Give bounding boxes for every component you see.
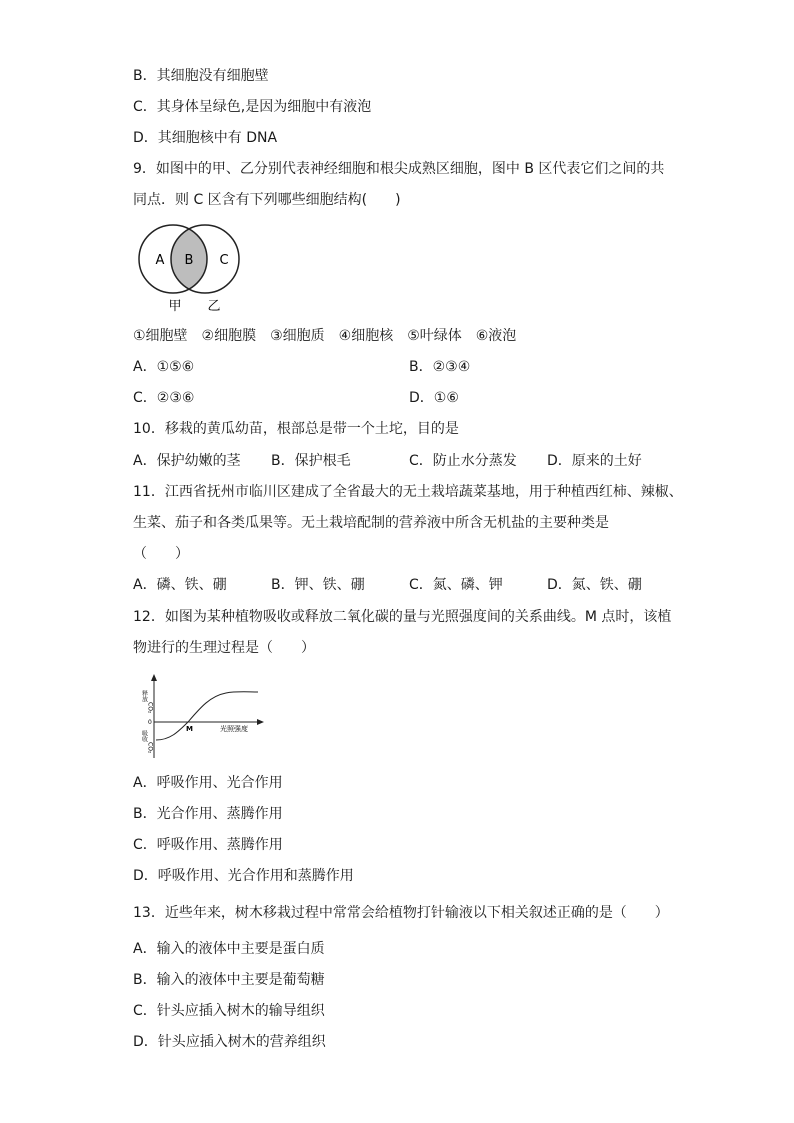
q13-option-d: D．针头应插入树木的营养组织 (133, 1034, 326, 1050)
q11-option-a: A．磷、铁、硼 (133, 577, 227, 593)
q9-option-a: A．①⑤⑥ (133, 359, 195, 375)
venn-label-left-set: 甲 (168, 299, 182, 314)
q11-option-c: C．氮、磷、钾 (409, 577, 503, 593)
q11-stem-line1: 11．江西省抚州市临川区建成了全省最大的无土栽培蔬菜基地，用于种植西红柿、辣椒、 (133, 484, 683, 500)
venn-label-a: A (155, 253, 165, 268)
graph-y-top-label: 释放 (140, 690, 148, 702)
q10-option-b: B．保护根毛 (271, 453, 351, 469)
q9-items: ①细胞壁 ②细胞膜 ③细胞质 ④细胞核 ⑤叶绿体 ⑥液泡 (133, 328, 517, 344)
q8-option-d: D．其细胞核中有 DNA (133, 130, 278, 146)
graph-zero-label: 0 (148, 719, 152, 726)
q12-stem-line2: 物进行的生理过程是（ ） (133, 640, 315, 656)
q13-stem: 13．近些年来，树木移栽过程中常常会给植物打针输液以下相关叙述正确的是（ ） (133, 905, 669, 921)
graph-y-arrow (151, 674, 157, 681)
q10-option-c: C．防止水分蒸发 (409, 453, 517, 469)
q11-option-b: B．钾、铁、硼 (271, 577, 365, 593)
q11-option-d: D．氮、铁、硼 (547, 577, 642, 593)
q10-option-d: D．原来的土好 (547, 453, 642, 469)
q8-option-c: C．其身体呈绿色,是因为细胞中有液泡 (133, 99, 372, 115)
graph-y-bottom-label: 吸收 (140, 730, 148, 742)
q9-option-d: D．①⑥ (409, 390, 459, 406)
graph-y-top-unit: CO₂ (146, 702, 154, 714)
q12-option-a: A．呼吸作用、光合作用 (133, 775, 283, 791)
venn-label-b: B (184, 253, 194, 268)
q12-co2-light-graph (140, 672, 270, 762)
q9-venn-diagram (136, 222, 248, 318)
q12-option-c: C．呼吸作用、蒸腾作用 (133, 837, 283, 853)
q12-stem-line1: 12．如图为某种植物吸收或释放二氧化碳的量与光照强度间的关系曲线。M 点时，该植 (133, 609, 672, 625)
q9-option-b: B．②③④ (409, 359, 471, 375)
graph-y-bottom-unit: CO₂ (146, 742, 154, 754)
q11-stem-line3: （ ） (133, 546, 189, 562)
q12-option-b: B．光合作用、蒸腾作用 (133, 806, 283, 822)
q12-option-d: D．呼吸作用、光合作用和蒸腾作用 (133, 868, 354, 884)
q10-option-a: A．保护幼嫩的茎 (133, 453, 241, 469)
graph-x-label: 光照强度 (220, 725, 248, 733)
q10-stem: 10．移栽的黄瓜幼苗，根部总是带一个土坨，目的是 (133, 421, 459, 437)
q9-stem-line1: 9．如图中的甲、乙分别代表神经细胞和根尖成熟区细胞，图中 B 区代表它们之间的共 (133, 161, 665, 177)
graph-point-m: M (186, 725, 193, 733)
q13-option-a: A．输入的液体中主要是蛋白质 (133, 941, 325, 957)
graph-x-arrow (257, 719, 264, 725)
q13-option-b: B．输入的液体中主要是葡萄糖 (133, 972, 325, 988)
q9-stem-line2: 同点．则 C 区含有下列哪些细胞结构( ) (133, 192, 401, 208)
q11-stem-line2: 生菜、茄子和各类瓜果等。无土栽培配制的营养液中所含无机盐的主要种类是 (133, 515, 609, 531)
venn-label-c: C (219, 253, 229, 268)
q9-option-c: C．②③⑥ (133, 390, 195, 406)
venn-label-right-set: 乙 (207, 299, 221, 314)
q8-option-b: B．其细胞没有细胞壁 (133, 68, 269, 84)
q13-option-c: C．针头应插入树木的输导组织 (133, 1003, 325, 1019)
